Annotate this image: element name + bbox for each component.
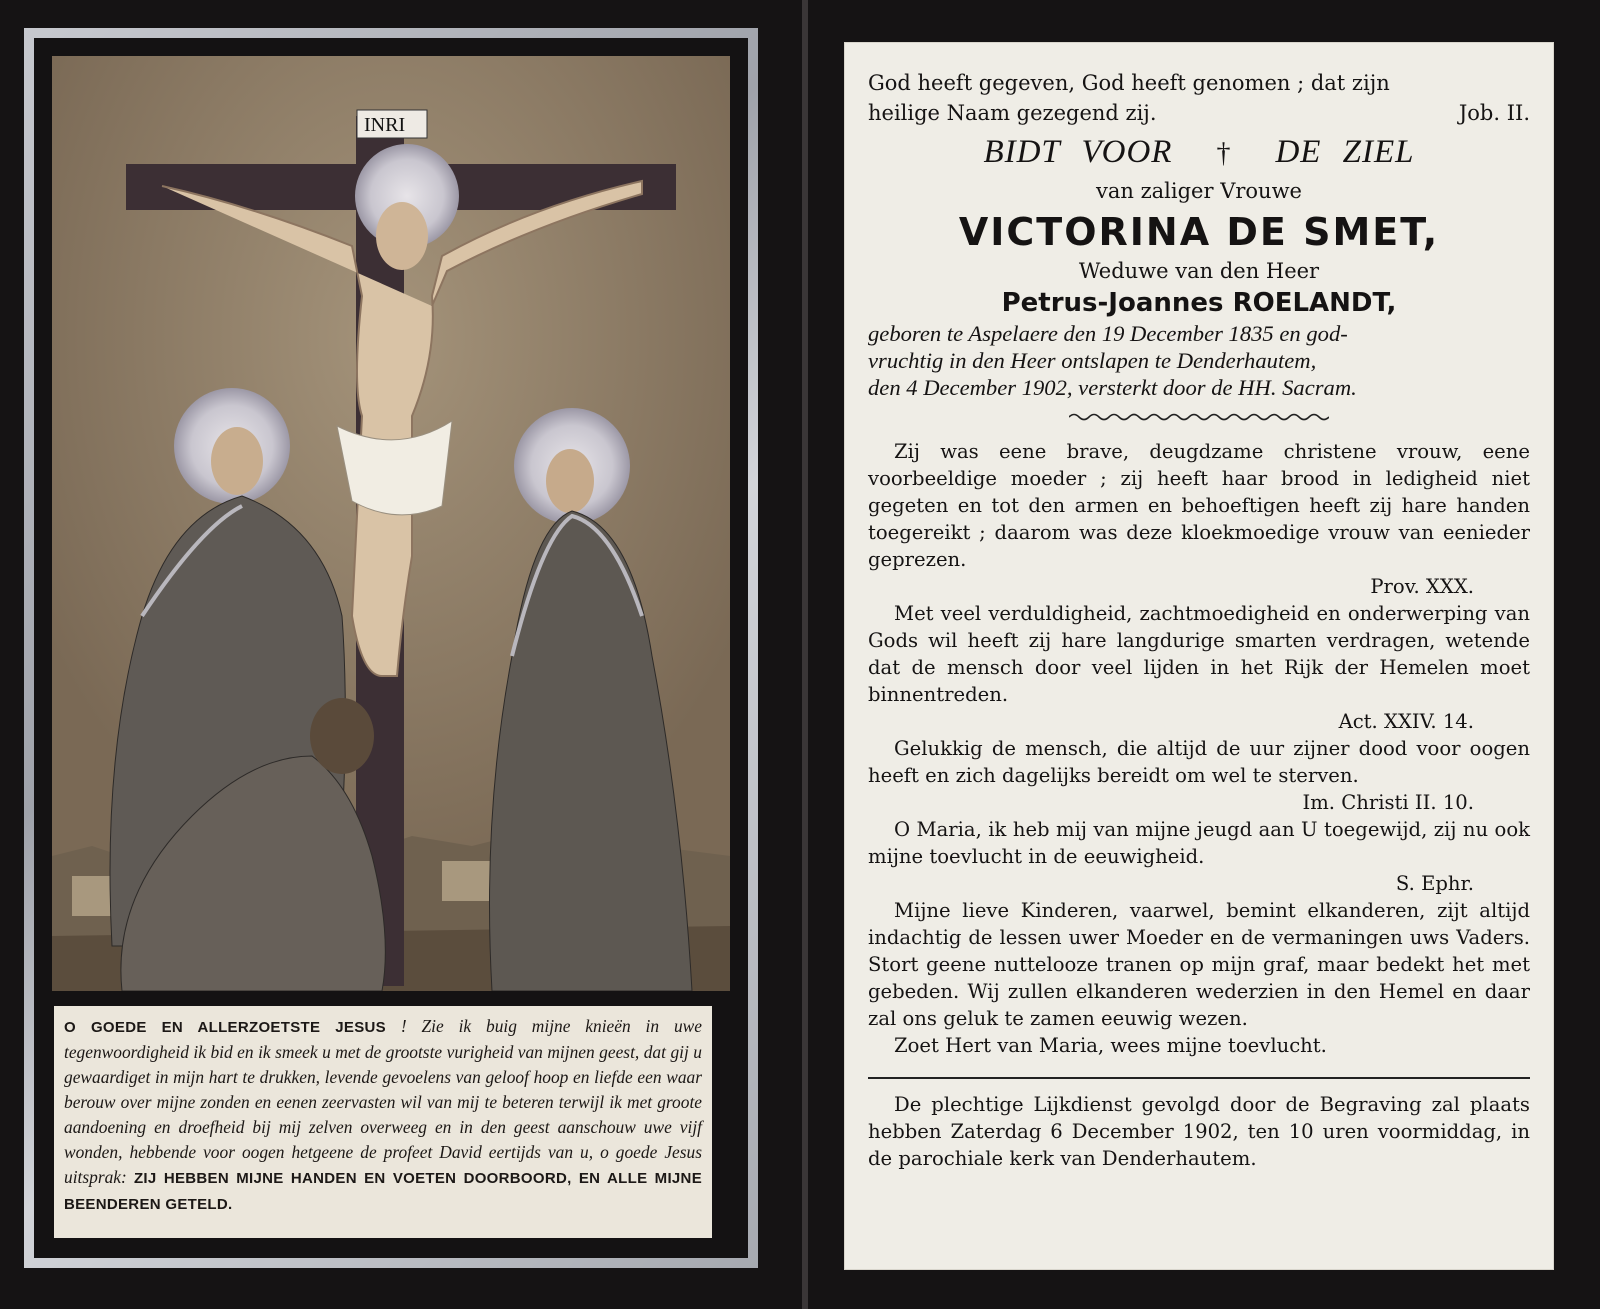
funeral-notice: De plechtige Lijkdienst gevolgd door de Begraving zal plaats hebben Zaterdag 6 December 1902, ten 10 uren voormiddag, in de parochiale kerk van Denderhautem.	[868, 1093, 1530, 1170]
prayer-tail: ZIJ HEBBEN MIJNE HANDEN EN VOETEN DOORBOORD, EN ALLE MIJNE BEENDEREN GETELD.	[64, 1170, 702, 1213]
prayer-lead: O GOEDE EN ALLERZOETSTE JESUS	[64, 1019, 386, 1036]
text-paper	[844, 42, 1554, 1270]
paragraph-5: Mijne lieve Kinderen, vaarwel, bemint elkanderen, zijt altijd indachtig de lessen uwer Moeder en de vermaningen uws Vaders. Stort geene nuttelooze tranen op mijn graf, maar bedekt het met gebeden. Wij zullen elkanderen wederzien in den Hemel en daar zal ons geluk te zamen eeuwig wezen.	[868, 899, 1530, 1030]
reference-4: S. Ephr.	[1395, 872, 1474, 895]
de-ziel: DE ZIEL	[1275, 134, 1415, 170]
birth-line-1: geboren te Aspelaere den 19 December 1835 en god-	[868, 321, 1348, 346]
prayer-caption	[54, 1006, 712, 1238]
wavy-divider	[868, 407, 1530, 426]
ref-4-row	[868, 870, 1530, 897]
paragraph-6: Zoet Hert van Maria, wees mijne toevlucht.	[894, 1034, 1327, 1057]
motto-line-1: God heeft gegeven, God heeft genomen ; dat zijn	[868, 71, 1390, 95]
bidt-voor: BIDT VOOR	[983, 134, 1173, 170]
inner-frame	[34, 38, 748, 1258]
bidt-voor-heading	[868, 130, 1530, 176]
birth-line-3: den 4 December 1902, versterkt door de HH. Sacram.	[868, 375, 1357, 400]
silver-frame	[24, 28, 758, 1268]
body-text	[868, 438, 1530, 1172]
right-card	[808, 0, 1600, 1309]
ref-3-row	[868, 789, 1530, 816]
paragraph-4: O Maria, ik heb mij van mijne jeugd aan U toegewijd, zij nu ook mijne toevlucht in de eeuwigheid.	[868, 818, 1530, 868]
reference-3: Im. Christi II. 10.	[1302, 791, 1474, 814]
crucifixion-image	[52, 56, 730, 991]
inri-sign: INRI	[364, 114, 406, 136]
motto-reference: Job. II.	[1458, 101, 1530, 125]
reference-1: Prov. XXX.	[1370, 575, 1474, 598]
paragraph-3: Gelukkig de mensch, die altijd de uur zijner dood voor oogen heeft en zich dagelijks bereidt om wel te sterven.	[868, 737, 1530, 787]
motto-line-2-text: heilige Naam gezegend zij.	[868, 101, 1157, 125]
paragraph-2: Met veel verduldigheid, zachtmoedigheid en onderwerping van Gods wil heeft zij hare langdurige smarten verdragen, wetende dat de mensch door veel lijden in het Rijk der Hemelen moet binnentreden.	[868, 602, 1530, 706]
birth-line-2: vruchtig in den Heer ontslapen te Denderhautem,	[868, 348, 1317, 373]
husband-name: Petrus-Joannes ROELANDT,	[1001, 288, 1397, 318]
motto-line-2	[868, 98, 1530, 128]
cross-icon: †	[1216, 138, 1232, 169]
deceased-name: VICTORINA DE SMET,	[958, 210, 1440, 254]
divider-rule	[868, 1077, 1530, 1079]
ref-1-row	[868, 573, 1530, 600]
crucifixion-illustration	[52, 56, 730, 991]
prayer-text: ! Zie ik buig mijne knieën in uwe tegenwoordigheid ik bid en ik smeek u met de grootste vurigheid van mijnen geest, dat gij u gewaardiget in mijn hart te drukken, levende gevoelens van geloof hoop en liefde een waar berouw over mijne zonden en eenen zeervasten wil van mij te beteren terwijl ik met groote aandoening en droefheid bij mij zelven overweeg en in den geest aanschouw uwe vijf wonden, hebbende voor oogen hetgeene de profeet David eertijds van u, o goede Jesus uitsprak:	[64, 1016, 702, 1187]
reference-2: Act. XXIV. 14.	[1338, 710, 1474, 733]
paragraph-1: Zij was eene brave, deugdzame christene vrouw, eene voorbeeldige moeder ; zij heeft haar brood in ledigheid niet gegeten en tot den armen en behoeftigen heeft zij hare handen toegereikt ; daarom was deze kloekmoedige vrouw van eenieder geprezen.	[868, 440, 1530, 571]
weduwe-line: Weduwe van den Heer	[1078, 259, 1320, 283]
van-zaliger: van zaliger Vrouwe	[1096, 179, 1302, 203]
ref-2-row	[868, 708, 1530, 735]
